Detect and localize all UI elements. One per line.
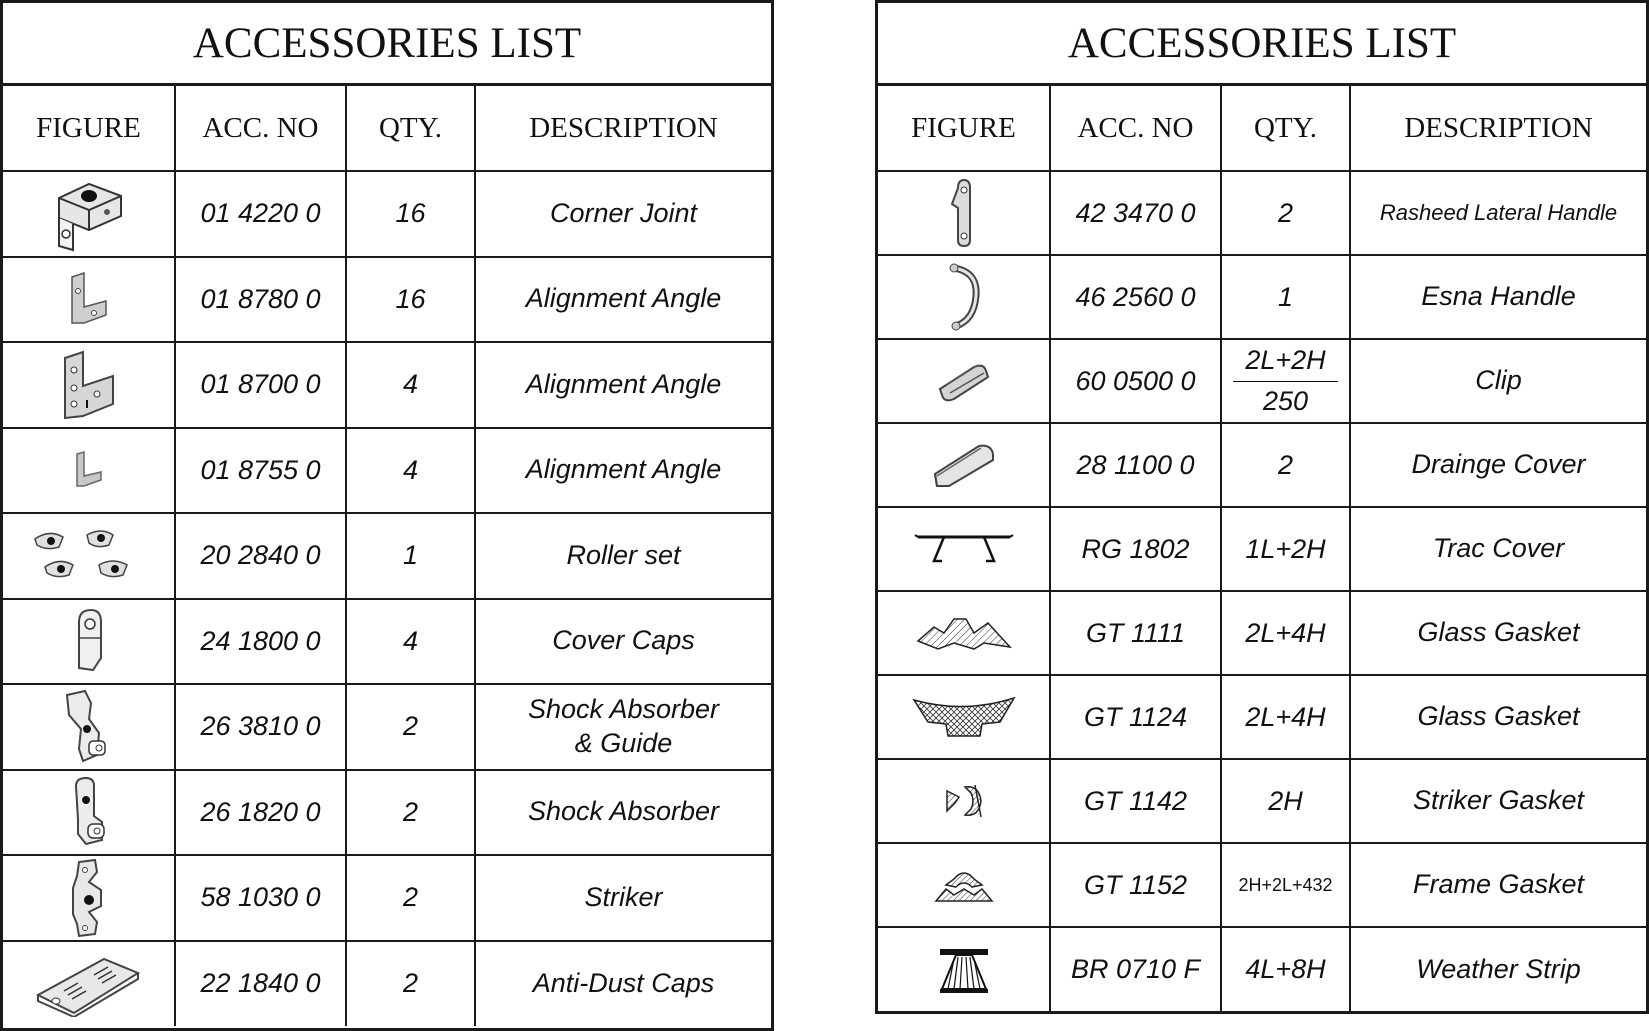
qty-cell: 1L+2H xyxy=(1221,507,1350,591)
figure-cell xyxy=(878,927,1050,1011)
figure-cell xyxy=(878,507,1050,591)
alignment-angle-icon xyxy=(64,271,114,327)
lateral-handle-icon xyxy=(944,178,984,248)
cover-cap-icon xyxy=(69,608,109,674)
acc-no-cell: 46 2560 0 xyxy=(1050,255,1221,339)
accessories-table xyxy=(878,86,1646,1011)
description-cell: Shock Absorber xyxy=(475,770,771,856)
qty-cell: 4 xyxy=(346,428,475,514)
qty-header: QTY. xyxy=(346,86,475,171)
list-title: ACCESSORIES LIST xyxy=(878,3,1646,86)
table-row xyxy=(3,257,771,343)
accessories-list-right xyxy=(875,0,1649,1014)
qty-cell: 2 xyxy=(346,684,475,770)
table-row xyxy=(878,339,1646,423)
acc-no-cell: 20 2840 0 xyxy=(175,513,346,599)
acc-no-cell: 60 0500 0 xyxy=(1050,339,1221,423)
anti-dust-cap-icon xyxy=(34,951,144,1017)
table-row xyxy=(878,591,1646,675)
qty-cell: 2 xyxy=(346,770,475,856)
qty-cell: 4 xyxy=(346,342,475,428)
glass-gasket-icon xyxy=(914,613,1014,653)
table-row xyxy=(3,428,771,514)
table-row xyxy=(3,171,771,257)
alignment-angle-small-icon xyxy=(69,450,109,490)
glass-gasket-wide-icon xyxy=(912,694,1016,740)
list-title: ACCESSORIES LIST xyxy=(3,3,771,86)
header-row xyxy=(3,86,771,171)
striker-icon xyxy=(61,858,117,938)
acc-no-cell: GT 1152 xyxy=(1050,843,1221,927)
acc-no-cell: GT 1111 xyxy=(1050,591,1221,675)
acc-no-cell: BR 0710 F xyxy=(1050,927,1221,1011)
description-header: DESCRIPTION xyxy=(475,86,771,171)
clip-icon xyxy=(934,359,994,403)
qty-denominator: 250 xyxy=(1262,385,1309,416)
drainage-cover-icon xyxy=(929,440,999,490)
figure-cell xyxy=(878,423,1050,507)
acc-no-header: ACC. NO xyxy=(175,86,346,171)
figure-cell xyxy=(878,171,1050,255)
alignment-angle-large-icon xyxy=(57,348,121,422)
description-cell: Trac Cover xyxy=(1350,507,1646,591)
description-cell: Weather Strip xyxy=(1350,927,1646,1011)
qty-cell: 2 xyxy=(1221,171,1350,255)
qty-cell: 16 xyxy=(346,257,475,343)
table-row xyxy=(3,342,771,428)
figure-cell xyxy=(3,770,175,856)
description-cell: Frame Gasket xyxy=(1350,843,1646,927)
header-row xyxy=(878,86,1646,171)
striker-gasket-icon xyxy=(941,781,987,821)
accessories-table xyxy=(3,86,771,1026)
figure-cell xyxy=(3,257,175,343)
description-cell xyxy=(475,684,771,770)
shock-absorber-guide-icon xyxy=(59,689,119,765)
figure-cell xyxy=(3,428,175,514)
description-cell: Cover Caps xyxy=(475,599,771,685)
figure-cell xyxy=(3,342,175,428)
acc-no-cell: 26 3810 0 xyxy=(175,684,346,770)
acc-no-cell: 01 8700 0 xyxy=(175,342,346,428)
accessories-list-left xyxy=(0,0,774,1031)
figure-cell xyxy=(878,339,1050,423)
qty-numerator: 2L+2H xyxy=(1233,343,1337,381)
figure-cell xyxy=(878,759,1050,843)
qty-cell: 2 xyxy=(346,941,475,1027)
acc-no-cell: 22 1840 0 xyxy=(175,941,346,1027)
table-row xyxy=(3,855,771,941)
figure-cell xyxy=(878,255,1050,339)
figure-header: FIGURE xyxy=(3,86,175,171)
figure-cell xyxy=(3,684,175,770)
figure-cell xyxy=(3,171,175,257)
description-cell: Esna Handle xyxy=(1350,255,1646,339)
acc-no-cell: GT 1124 xyxy=(1050,675,1221,759)
table-row xyxy=(878,255,1646,339)
table-row xyxy=(878,423,1646,507)
acc-no-cell: GT 1142 xyxy=(1050,759,1221,843)
table-row xyxy=(878,843,1646,927)
table-row xyxy=(878,759,1646,843)
acc-no-cell: 28 1100 0 xyxy=(1050,423,1221,507)
corner-joint-icon xyxy=(49,176,129,252)
qty-cell xyxy=(1221,339,1350,423)
figure-cell xyxy=(878,675,1050,759)
track-cover-icon xyxy=(914,531,1014,567)
description-cell: Roller set xyxy=(475,513,771,599)
table-row xyxy=(878,927,1646,1011)
qty-cell: 4L+8H xyxy=(1221,927,1350,1011)
description-cell: Alignment Angle xyxy=(475,257,771,343)
description-cell: Drainge Cover xyxy=(1350,423,1646,507)
qty-fraction xyxy=(1233,343,1337,418)
qty-cell: 4 xyxy=(346,599,475,685)
table-row xyxy=(3,770,771,856)
qty-cell: 2L+4H xyxy=(1221,675,1350,759)
description-line-1: Shock Absorber xyxy=(527,694,720,724)
description-cell: Clip xyxy=(1350,339,1646,423)
esna-handle-icon xyxy=(944,262,984,332)
figure-cell xyxy=(3,599,175,685)
qty-cell: 1 xyxy=(346,513,475,599)
weather-strip-icon xyxy=(934,945,994,995)
acc-no-cell: RG 1802 xyxy=(1050,507,1221,591)
figure-cell xyxy=(878,591,1050,675)
description-cell: Anti-Dust Caps xyxy=(475,941,771,1027)
table-row xyxy=(3,513,771,599)
description-cell: Glass Gasket xyxy=(1350,591,1646,675)
figure-header: FIGURE xyxy=(878,86,1050,171)
acc-no-cell: 58 1030 0 xyxy=(175,855,346,941)
acc-no-cell: 42 3470 0 xyxy=(1050,171,1221,255)
qty-cell: 2 xyxy=(1221,423,1350,507)
description-cell: Corner Joint xyxy=(475,171,771,257)
table-row xyxy=(878,507,1646,591)
roller-set-icon xyxy=(29,523,149,589)
description-line-2: & Guide xyxy=(574,727,673,758)
acc-no-cell: 24 1800 0 xyxy=(175,599,346,685)
description-cell: Alignment Angle xyxy=(475,428,771,514)
acc-no-cell: 01 8780 0 xyxy=(175,257,346,343)
figure-cell xyxy=(878,843,1050,927)
frame-gasket-icon xyxy=(932,865,996,905)
qty-cell: 2L+4H xyxy=(1221,591,1350,675)
description-header: DESCRIPTION xyxy=(1350,86,1646,171)
table-row xyxy=(3,599,771,685)
acc-no-cell: 01 8755 0 xyxy=(175,428,346,514)
figure-cell xyxy=(3,941,175,1027)
table-row xyxy=(878,171,1646,255)
qty-cell: 2 xyxy=(346,855,475,941)
description-cell: Rasheed Lateral Handle xyxy=(1350,171,1646,255)
description-cell: Glass Gasket xyxy=(1350,675,1646,759)
description-cell: Striker Gasket xyxy=(1350,759,1646,843)
description-cell: Striker xyxy=(475,855,771,941)
qty-header: QTY. xyxy=(1221,86,1350,171)
acc-no-cell: 01 4220 0 xyxy=(175,171,346,257)
qty-cell: 2H xyxy=(1221,759,1350,843)
acc-no-cell: 26 1820 0 xyxy=(175,770,346,856)
table-row xyxy=(3,941,771,1027)
qty-cell: 2H+2L+432 xyxy=(1221,843,1350,927)
table-row xyxy=(878,675,1646,759)
figure-cell xyxy=(3,513,175,599)
description-cell: Alignment Angle xyxy=(475,342,771,428)
qty-cell: 16 xyxy=(346,171,475,257)
qty-cell: 1 xyxy=(1221,255,1350,339)
shock-absorber-icon xyxy=(64,776,114,848)
acc-no-header: ACC. NO xyxy=(1050,86,1221,171)
figure-cell xyxy=(3,855,175,941)
table-row xyxy=(3,684,771,770)
